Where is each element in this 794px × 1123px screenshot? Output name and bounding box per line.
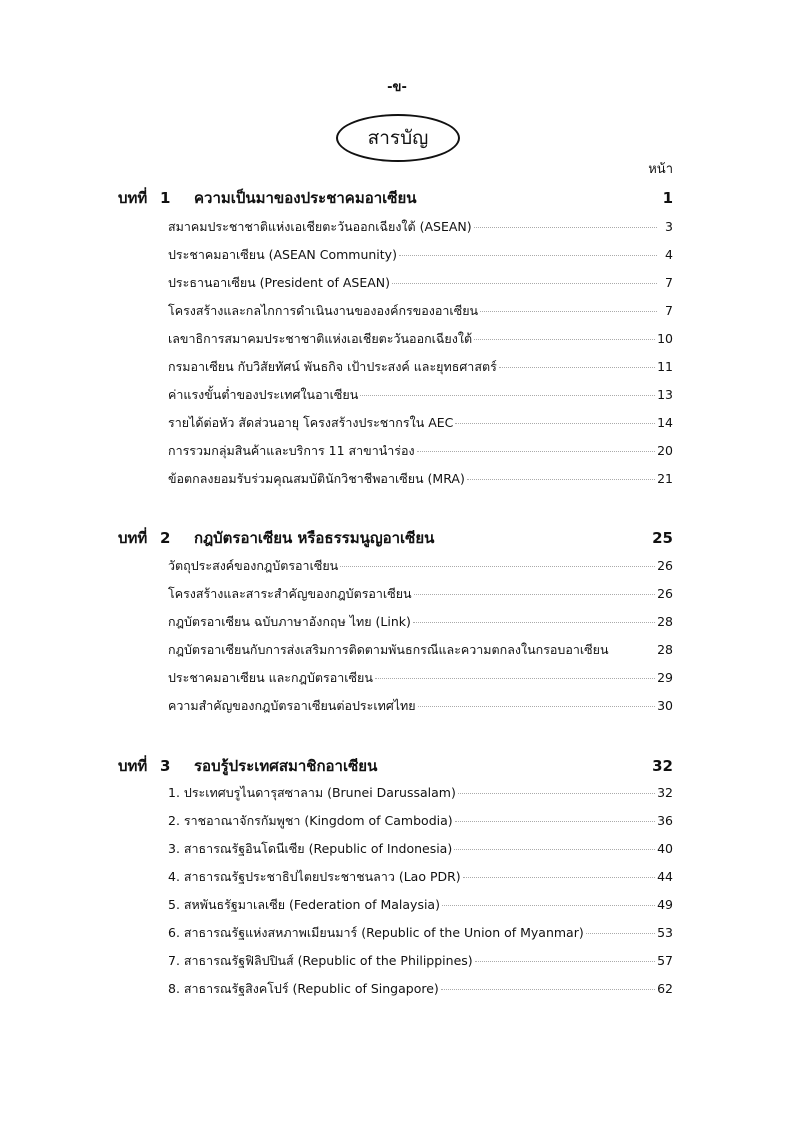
dot-leader — [463, 877, 655, 878]
dot-leader — [414, 594, 656, 595]
entry-title: กฎบัตรอาเซียนกับการส่งเสริมการติดตามพันธกรณีและความตกลงในกรอบอาเซียน — [168, 642, 609, 657]
dot-leader — [454, 849, 655, 850]
toc-entry[interactable] — [168, 441, 673, 461]
entry-title: 1. ประเทศบรูไนดารุสซาลาม (Brunei Darussalam) — [168, 785, 456, 800]
entry-page: 26 — [657, 586, 673, 601]
chapter-title: รอบรู้ประเทศสมาชิกอาเซียน — [194, 757, 378, 775]
entry-page: 62 — [657, 981, 673, 996]
toc-entry[interactable] — [168, 245, 673, 265]
chapter-heading[interactable] — [118, 754, 673, 778]
dot-leader — [392, 283, 657, 284]
entry-title: โครงสร้างและกลไกการดำเนินงานขององค์กรของอาเซียน — [168, 303, 479, 318]
entry-page: 10 — [657, 331, 673, 346]
toc-entry[interactable] — [168, 612, 673, 632]
toc-entry[interactable] — [168, 469, 673, 489]
toc-entry[interactable] — [168, 923, 673, 943]
page-marker: -ข- — [387, 80, 407, 95]
entry-title: 5. สหพันธรัฐมาเลเซีย (Federation of Malaysia) — [168, 897, 440, 912]
toc-entry[interactable] — [168, 696, 673, 716]
toc-title: สารบัญ — [336, 114, 460, 162]
dot-leader — [467, 479, 655, 480]
chapter-title: ความเป็นมาของประชาคมอาเซียน — [194, 189, 417, 207]
toc-entry[interactable] — [168, 385, 673, 405]
chapter-number: 1 — [160, 189, 171, 207]
dot-leader — [399, 255, 657, 256]
entry-title: ประชาคมอาเซียน (ASEAN Community) — [168, 247, 397, 262]
toc-entry[interactable] — [168, 951, 673, 971]
entry-title: โครงสร้างและสาระสำคัญของกฎบัตรอาเซียน — [168, 586, 412, 601]
entry-page: 21 — [657, 471, 673, 486]
dot-leader — [340, 566, 655, 567]
entry-title: 2. ราชอาณาจักรกัมพูชา (Kingdom of Cambodia) — [168, 813, 453, 828]
toc-entry[interactable] — [168, 979, 673, 999]
dot-leader — [413, 622, 655, 623]
chapter-heading[interactable] — [118, 186, 673, 210]
entry-page: 13 — [657, 387, 673, 402]
chapter-page: 32 — [652, 757, 673, 775]
toc-entry[interactable] — [168, 783, 673, 803]
dot-leader — [455, 821, 655, 822]
entry-title: 6. สาธารณรัฐแห่งสหภาพเมียนมาร์ (Republic of the Union of Myanmar) — [168, 925, 584, 940]
toc-entry[interactable] — [168, 217, 673, 237]
toc-entry[interactable] — [168, 584, 673, 604]
toc-entry[interactable] — [168, 301, 673, 321]
entry-page: 44 — [657, 869, 673, 884]
dot-leader — [441, 989, 655, 990]
dot-leader — [442, 905, 655, 906]
entry-page: 3 — [665, 219, 673, 234]
dot-leader — [499, 367, 655, 368]
entry-page: 29 — [657, 670, 673, 685]
page-column-label: หน้า — [648, 162, 673, 177]
entry-title: 4. สาธารณรัฐประชาธิปไตยประชาชนลาว (Lao PDR) — [168, 869, 461, 884]
entry-title: วัตถุประสงค์ของกฎบัตรอาเซียน — [168, 558, 339, 573]
toc-entry[interactable] — [168, 895, 673, 915]
chapter-page: 25 — [652, 529, 673, 547]
chapter-number: 2 — [160, 529, 171, 547]
entry-page: 28 — [657, 614, 673, 629]
toc-entry[interactable] — [168, 273, 673, 293]
entry-page: 7 — [665, 275, 673, 290]
entry-page: 40 — [657, 841, 673, 856]
entry-title: ประธานอาเซียน (President of ASEAN) — [168, 275, 391, 290]
toc-entry[interactable] — [168, 329, 673, 349]
entry-page: 11 — [657, 359, 673, 374]
toc-entry[interactable] — [168, 357, 673, 377]
toc-entry[interactable] — [168, 640, 673, 660]
dot-leader — [375, 678, 655, 679]
entry-title: กรมอาเซียน กับวิสัยทัศน์ พันธกิจ เป้าประสงค์ และยุทธศาสตร์ — [168, 359, 497, 374]
entry-title: 7. สาธารณรัฐฟิลิปปินส์ (Republic of the Philippines) — [168, 953, 473, 968]
dot-leader — [480, 311, 657, 312]
chapter-number: 3 — [160, 757, 171, 775]
dot-leader — [455, 423, 655, 424]
dot-leader — [417, 451, 655, 452]
chapter-word: บทที่ — [118, 757, 148, 775]
entry-page: 28 — [657, 642, 673, 657]
toc-entry[interactable] — [168, 668, 673, 688]
dot-leader — [360, 395, 655, 396]
chapter-title: กฎบัตรอาเซียน หรือธรรมนูญอาเซียน — [194, 529, 435, 547]
entry-page: 4 — [665, 247, 673, 262]
chapter-heading[interactable] — [118, 526, 673, 550]
toc-entry[interactable] — [168, 811, 673, 831]
entry-page: 20 — [657, 443, 673, 458]
entry-title: ประชาคมอาเซียน และกฎบัตรอาเซียน — [168, 670, 373, 685]
dot-leader — [474, 227, 657, 228]
dot-leader — [586, 933, 655, 934]
entry-title: การรวมกลุ่มสินค้าและบริการ 11 สาขานำร่อง — [168, 443, 415, 458]
entry-title: สมาคมประชาชาติแห่งเอเชียตะวันออกเฉียงใต้ (ASEAN) — [168, 219, 472, 234]
entry-title: ข้อตกลงยอมรับร่วมคุณสมบัตินักวิชาชีพอาเซียน (MRA) — [168, 471, 465, 486]
entry-page: 30 — [657, 698, 673, 713]
entry-page: 14 — [657, 415, 673, 430]
entry-page: 36 — [657, 813, 673, 828]
entry-title: รายได้ต่อหัว สัดส่วนอายุ โครงสร้างประชากรใน AEC — [168, 415, 454, 430]
entry-title: ความสำคัญของกฎบัตรอาเซียนต่อประเทศไทย — [168, 698, 416, 713]
entry-page: 49 — [657, 897, 673, 912]
toc-entry[interactable] — [168, 556, 673, 576]
dot-leader — [474, 339, 655, 340]
entry-page: 32 — [657, 785, 673, 800]
toc-entry[interactable] — [168, 867, 673, 887]
chapter-word: บทที่ — [118, 529, 148, 547]
entry-page: 26 — [657, 558, 673, 573]
entry-page: 53 — [657, 925, 673, 940]
entry-page: 57 — [657, 953, 673, 968]
dot-leader — [458, 793, 655, 794]
dot-leader — [418, 706, 655, 707]
entry-title: 8. สาธารณรัฐสิงคโปร์ (Republic of Singapore) — [168, 981, 439, 996]
toc-entry[interactable] — [168, 413, 673, 433]
entry-title: กฎบัตรอาเซียน ฉบับภาษาอังกฤษ ไทย (Link) — [168, 614, 411, 629]
toc-entry[interactable] — [168, 839, 673, 859]
entry-title: 3. สาธารณรัฐอินโดนีเซีย (Republic of Indonesia) — [168, 841, 453, 856]
chapter-page: 1 — [662, 189, 673, 207]
entry-page: 7 — [665, 303, 673, 318]
entry-title: ค่าแรงขั้นต่ำของประเทศในอาเซียน — [168, 387, 359, 402]
entry-title: เลขาธิการสมาคมประชาชาติแห่งเอเชียตะวันออกเฉียงใต้ — [168, 331, 473, 346]
dot-leader — [475, 961, 655, 962]
chapter-word: บทที่ — [118, 189, 148, 207]
